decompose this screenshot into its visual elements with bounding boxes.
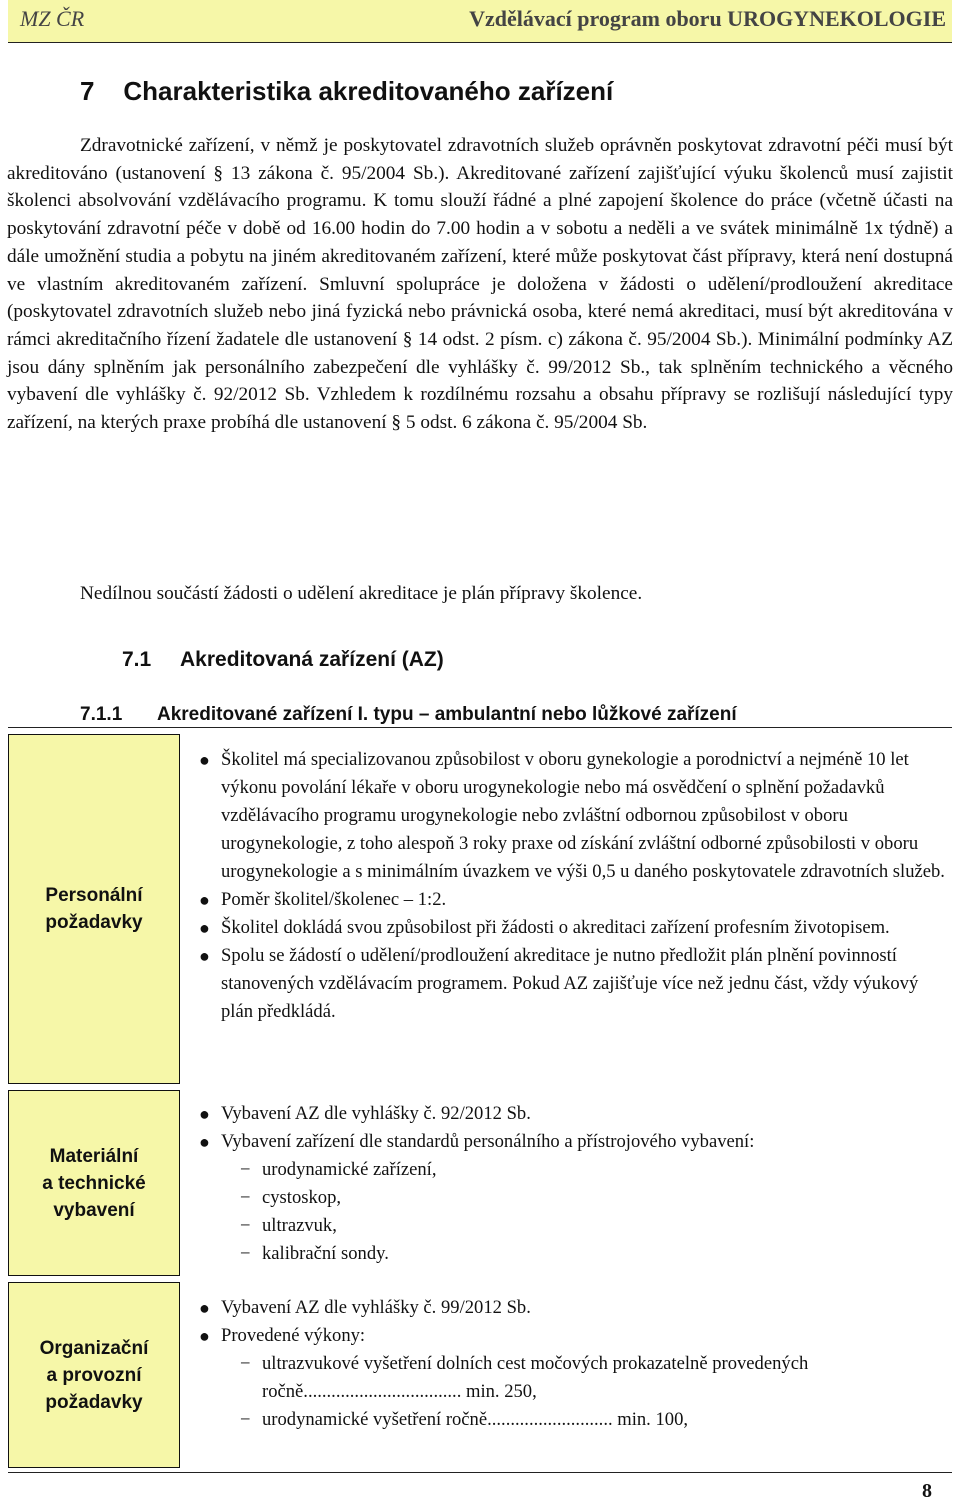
section-paragraph-2: Nedílnou součástí žádosti o udělení akreditace je plán přípravy školence. — [80, 583, 643, 604]
bullet-icon: ● — [199, 1132, 210, 1152]
list-item — [188, 942, 952, 1026]
list-item — [188, 746, 952, 886]
sub-list-item-text: cystoskop, — [262, 1187, 342, 1208]
dash-icon: − — [240, 1409, 251, 1430]
list-item — [188, 1294, 952, 1322]
bullet-icon: ● — [199, 946, 210, 966]
row-label-equipment — [8, 1090, 180, 1276]
bullet-icon: ● — [199, 1298, 210, 1318]
subsection-number: 7.1 — [122, 648, 152, 671]
list-item — [188, 886, 952, 914]
row-label-personnel — [8, 734, 180, 1084]
list-item — [188, 914, 952, 942]
row-label-line: Materiální — [49, 1145, 139, 1167]
sub-list-item — [240, 1212, 952, 1240]
dash-icon: − — [240, 1353, 251, 1374]
subsection-title: Akreditovaná zařízení (AZ) — [180, 648, 444, 671]
section-title: Charakteristika akreditovaného zařízení — [123, 76, 614, 106]
list-item-text: Školitel dokládá svou způsobilost při žádosti o akreditaci zařízení profesním životopisem. — [221, 917, 890, 938]
list-item — [188, 1128, 952, 1156]
page-header — [8, 0, 952, 43]
sub-list-item — [240, 1406, 952, 1434]
header-program-title: Vzdělávací program oboru UROGYNEKOLOGIE — [469, 6, 946, 31]
sub-list-item — [240, 1156, 952, 1184]
row-label-line: a technické — [42, 1172, 146, 1194]
row-label-line: Organizační — [39, 1337, 149, 1359]
bullet-icon: ● — [199, 890, 210, 910]
subsubsection-heading — [80, 704, 737, 726]
row-label-line: požadavky — [45, 1391, 143, 1413]
footer-rule — [8, 1472, 952, 1473]
section-number: 7 — [80, 76, 95, 106]
subsubsection-number: 7.1.1 — [80, 704, 123, 725]
heading-rule — [8, 727, 952, 728]
bullet-icon: ● — [199, 1104, 210, 1124]
subsection-heading — [122, 648, 444, 672]
dash-icon: − — [240, 1187, 251, 1208]
row-content — [188, 1294, 952, 1434]
list-item — [188, 1322, 952, 1350]
sub-list-item-text: ultrazvuk, — [262, 1215, 337, 1236]
list-item-text: Provedené výkony: — [221, 1325, 366, 1346]
list-item-text: Školitel má specializovanou způsobilost v oboru gynekologie a porodnictví a nejméně 10 let výkonu povolání lékaře v oboru urogynekologie nebo má osvědčení o splnění požadavků vzdělávacího programu urogynekologie nebo zvláštní odbornou způsobilost v oboru urogynekologie, z toho alespoň 3 roky praxe od získání zvláštní odborné způsobilosti v oboru urogynekologie a s minimálním úvazkem ve výši 0,5 u daného poskytovatele zdravotních služeb. — [221, 749, 945, 882]
row-label-line: a provozní — [46, 1364, 142, 1386]
section-heading — [80, 76, 613, 107]
dash-icon: − — [240, 1243, 251, 1264]
sub-list-item — [240, 1240, 952, 1268]
row-content — [188, 746, 952, 1026]
row-label-line: požadavky — [45, 912, 143, 933]
row-label-organization — [8, 1282, 180, 1468]
sub-list-item-text: urodynamické zařízení, — [262, 1159, 437, 1180]
list-item — [188, 1100, 952, 1128]
sub-list-item — [240, 1184, 952, 1212]
section-paragraph: Zdravotnické zařízení, v němž je poskytovatel zdravotních služeb oprávněn poskytovat zdravotní péči musí být akreditováno (ustanovení § 13 zákona č. 95/2004 Sb.). Akreditované zařízení zajišťující výuku školenců musí zajistit školenci absolvování vzdělávacího programu. K tomu slouží řádné a plné zapojení školence do práce (včetně účasti na poskytování zdravotní péče v době od 16.00 hodin do 7.00 hodin a v sobotu a neděli a ve svátek minimálně 1x týdně) a dále umožnění studia a pobytu na jiném akreditovaném zařízení, které může poskytovat část přípravy, která není dostupná ve vlastním akreditovaném zařízení. Smluvní spolupráce je doložena v žádosti o udělení/prodloužení akreditace (poskytovatel zdravotních služeb nebo jiná fyzická nebo právnická osoba, které nemá akreditaci, musí být akreditována v rámci akreditačního řízení žadatele dle ustanovení § 14 odst. 2 písm. c) zákona č. 95/2004 Sb.). Minimální podmínky AZ jsou dány splněním jak personálního zabezpečení dle vyhlášky č. 99/2012 Sb., tak splněním technického a věcného vybavení dle vyhlášky č. 92/2012 Sb. Vzhledem k rozdílnému rozsahu a obsahu přípravy se rozlišují následující typy zařízení, na kterých praxe probíhá dle ustanovení § 5 odst. 6 zákona č. 95/2004 Sb. — [7, 135, 953, 434]
subsubsection-title: Akreditované zařízení I. typu – ambulantní nebo lůžkové zařízení — [157, 704, 737, 725]
sub-list-item-text: urodynamické vyšetření ročně........................... min. 100, — [262, 1409, 689, 1430]
list-item-text: Vybavení zařízení dle standardů personálního a přístrojového vybavení: — [221, 1131, 755, 1152]
dash-icon: − — [240, 1215, 251, 1236]
page-number: 8 — [922, 1480, 932, 1502]
requirements-table — [8, 734, 952, 1468]
row-label-line: Personální — [45, 885, 143, 906]
list-item-text: Vybavení AZ dle vyhlášky č. 92/2012 Sb. — [221, 1103, 531, 1124]
dash-icon: − — [240, 1159, 251, 1180]
row-label-line: vybavení — [53, 1199, 135, 1221]
header-ministry: MZ ČR — [20, 6, 85, 31]
bullet-icon: ● — [199, 1326, 210, 1346]
bullet-icon: ● — [199, 750, 210, 770]
sub-list-item-text: ultrazvukové vyšetření dolních cest močových prokazatelně provedených ročně.................................. min. 250, — [262, 1353, 809, 1402]
table-row — [8, 1282, 952, 1468]
list-item-text: Spolu se žádostí o udělení/prodloužení akreditace je nutno předložit plán plnění povinností stanovených vzdělávacím programem. Pokud AZ zajišťuje více než jednu část, vždy výukový plán předkládá. — [221, 945, 919, 1022]
bullet-icon: ● — [199, 918, 210, 938]
list-item-text: Poměr školitel/školenec – 1:2. — [221, 889, 447, 910]
sub-list-item — [240, 1350, 952, 1406]
list-item-text: Vybavení AZ dle vyhlášky č. 99/2012 Sb. — [221, 1297, 531, 1318]
sub-list-item-text: kalibrační sondy. — [262, 1243, 389, 1264]
table-row — [8, 1090, 952, 1276]
table-row — [8, 734, 952, 1084]
row-content — [188, 1100, 952, 1268]
